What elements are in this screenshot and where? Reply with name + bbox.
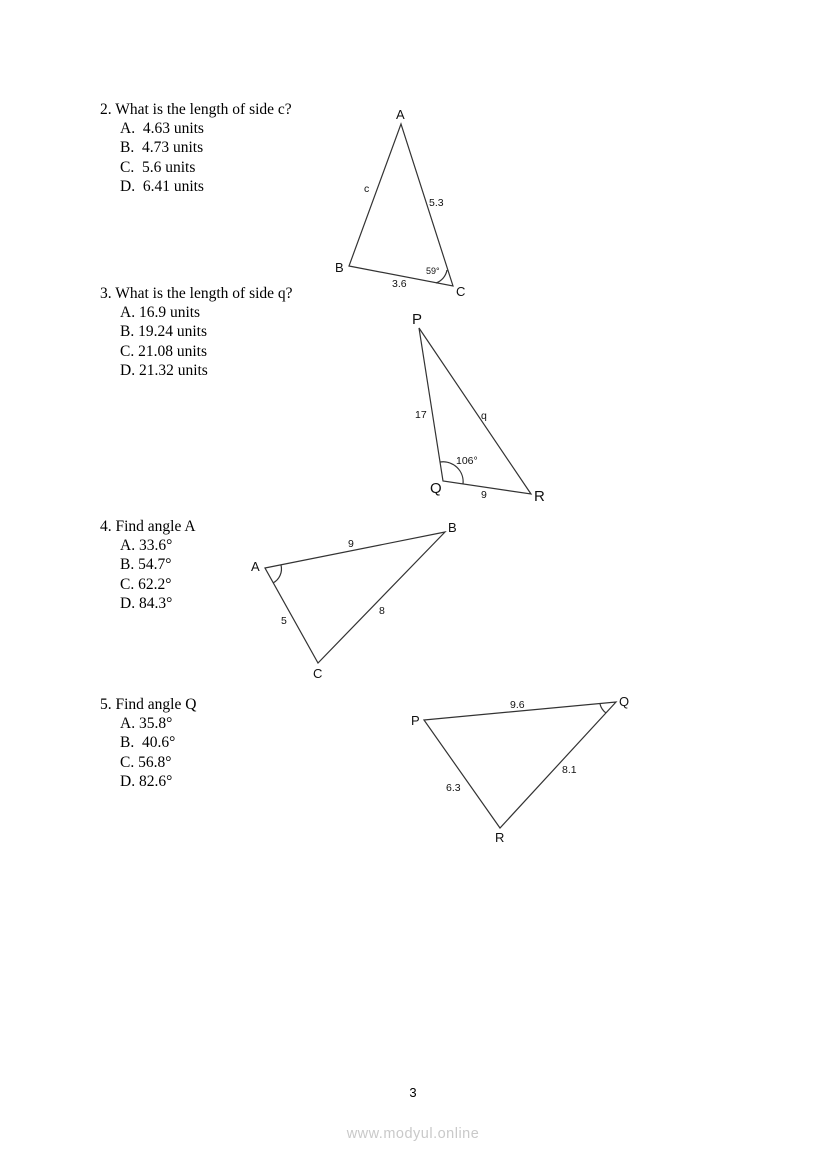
angle-q-arc-q5 — [600, 704, 606, 713]
side-qr-label: 9 — [481, 489, 487, 501]
side-pq-label: 17 — [415, 409, 427, 421]
question-3-option-c: C. 21.08 units — [120, 342, 207, 360]
vertex-r-label-q5: R — [495, 830, 505, 845]
vertex-b-label: B — [335, 260, 344, 275]
vertex-r-label: R — [534, 488, 545, 505]
side-c-label: c — [364, 183, 370, 195]
side-ac-label: 5.3 — [429, 197, 444, 209]
side-ab-label: 9 — [348, 538, 354, 550]
side-pr-label-q5: 6.3 — [446, 782, 461, 794]
question-2-option-d: D. 6.41 units — [120, 177, 204, 195]
question-5-option-c: C. 56.8° — [120, 753, 172, 771]
question-3-option-b: B. 19.24 units — [120, 323, 207, 341]
angle-q-label: 106° — [456, 455, 478, 467]
question-4-option-b: B. 54.7° — [120, 556, 172, 574]
side-bc-label-q4: 8 — [379, 605, 385, 617]
vertex-p-label-q5: P — [411, 713, 420, 728]
question-2-option-c: C. 5.6 units — [120, 158, 196, 176]
watermark: www.modyul.online — [346, 1126, 480, 1142]
side-qr-label-q5: 8.1 — [562, 764, 577, 776]
vertex-b-label-q4: B — [448, 520, 457, 535]
page-number: 3 — [409, 1085, 417, 1100]
side-bc-label: 3.6 — [392, 278, 407, 290]
question-2-option-a: A. 4.63 units — [120, 120, 204, 138]
question-2-option-b: B. 4.73 units — [120, 139, 204, 157]
question-4-option-d: D. 84.3° — [120, 594, 173, 612]
triangle-pqr-q5 — [424, 702, 616, 828]
vertex-p-label: P — [412, 311, 423, 328]
question-5-option-b: B. 40.6° — [120, 734, 176, 752]
question-5-option-d: D. 82.6° — [120, 772, 173, 790]
question-4-stem: 4. Find angle A — [100, 518, 196, 535]
side-pq-label-q5: 9.6 — [510, 699, 525, 711]
vertex-q-label-q5: Q — [619, 694, 630, 709]
vertex-q-label: Q — [430, 480, 442, 497]
angle-c-label: 59° — [426, 266, 440, 276]
vertex-c-label: C — [456, 284, 466, 299]
question-2-stem: 2. What is the length of side c? — [100, 101, 292, 118]
side-q-label: q — [481, 410, 487, 422]
question-3-stem: 3. What is the length of side q? — [100, 285, 293, 302]
question-5-option-a: A. 35.8° — [120, 715, 173, 733]
vertex-a-label-q4: A — [251, 559, 260, 574]
question-3-option-a: A. 16.9 units — [120, 304, 201, 322]
question-4-option-c: C. 62.2° — [120, 575, 172, 593]
question-4-option-a: A. 33.6° — [120, 537, 173, 555]
vertex-a-label: A — [396, 107, 405, 122]
question-5-stem: 5. Find angle Q — [100, 696, 197, 713]
side-ac-label-q4: 5 — [281, 615, 287, 627]
question-3-option-d: D. 21.32 units — [120, 361, 208, 379]
vertex-c-label-q4: C — [313, 666, 323, 681]
